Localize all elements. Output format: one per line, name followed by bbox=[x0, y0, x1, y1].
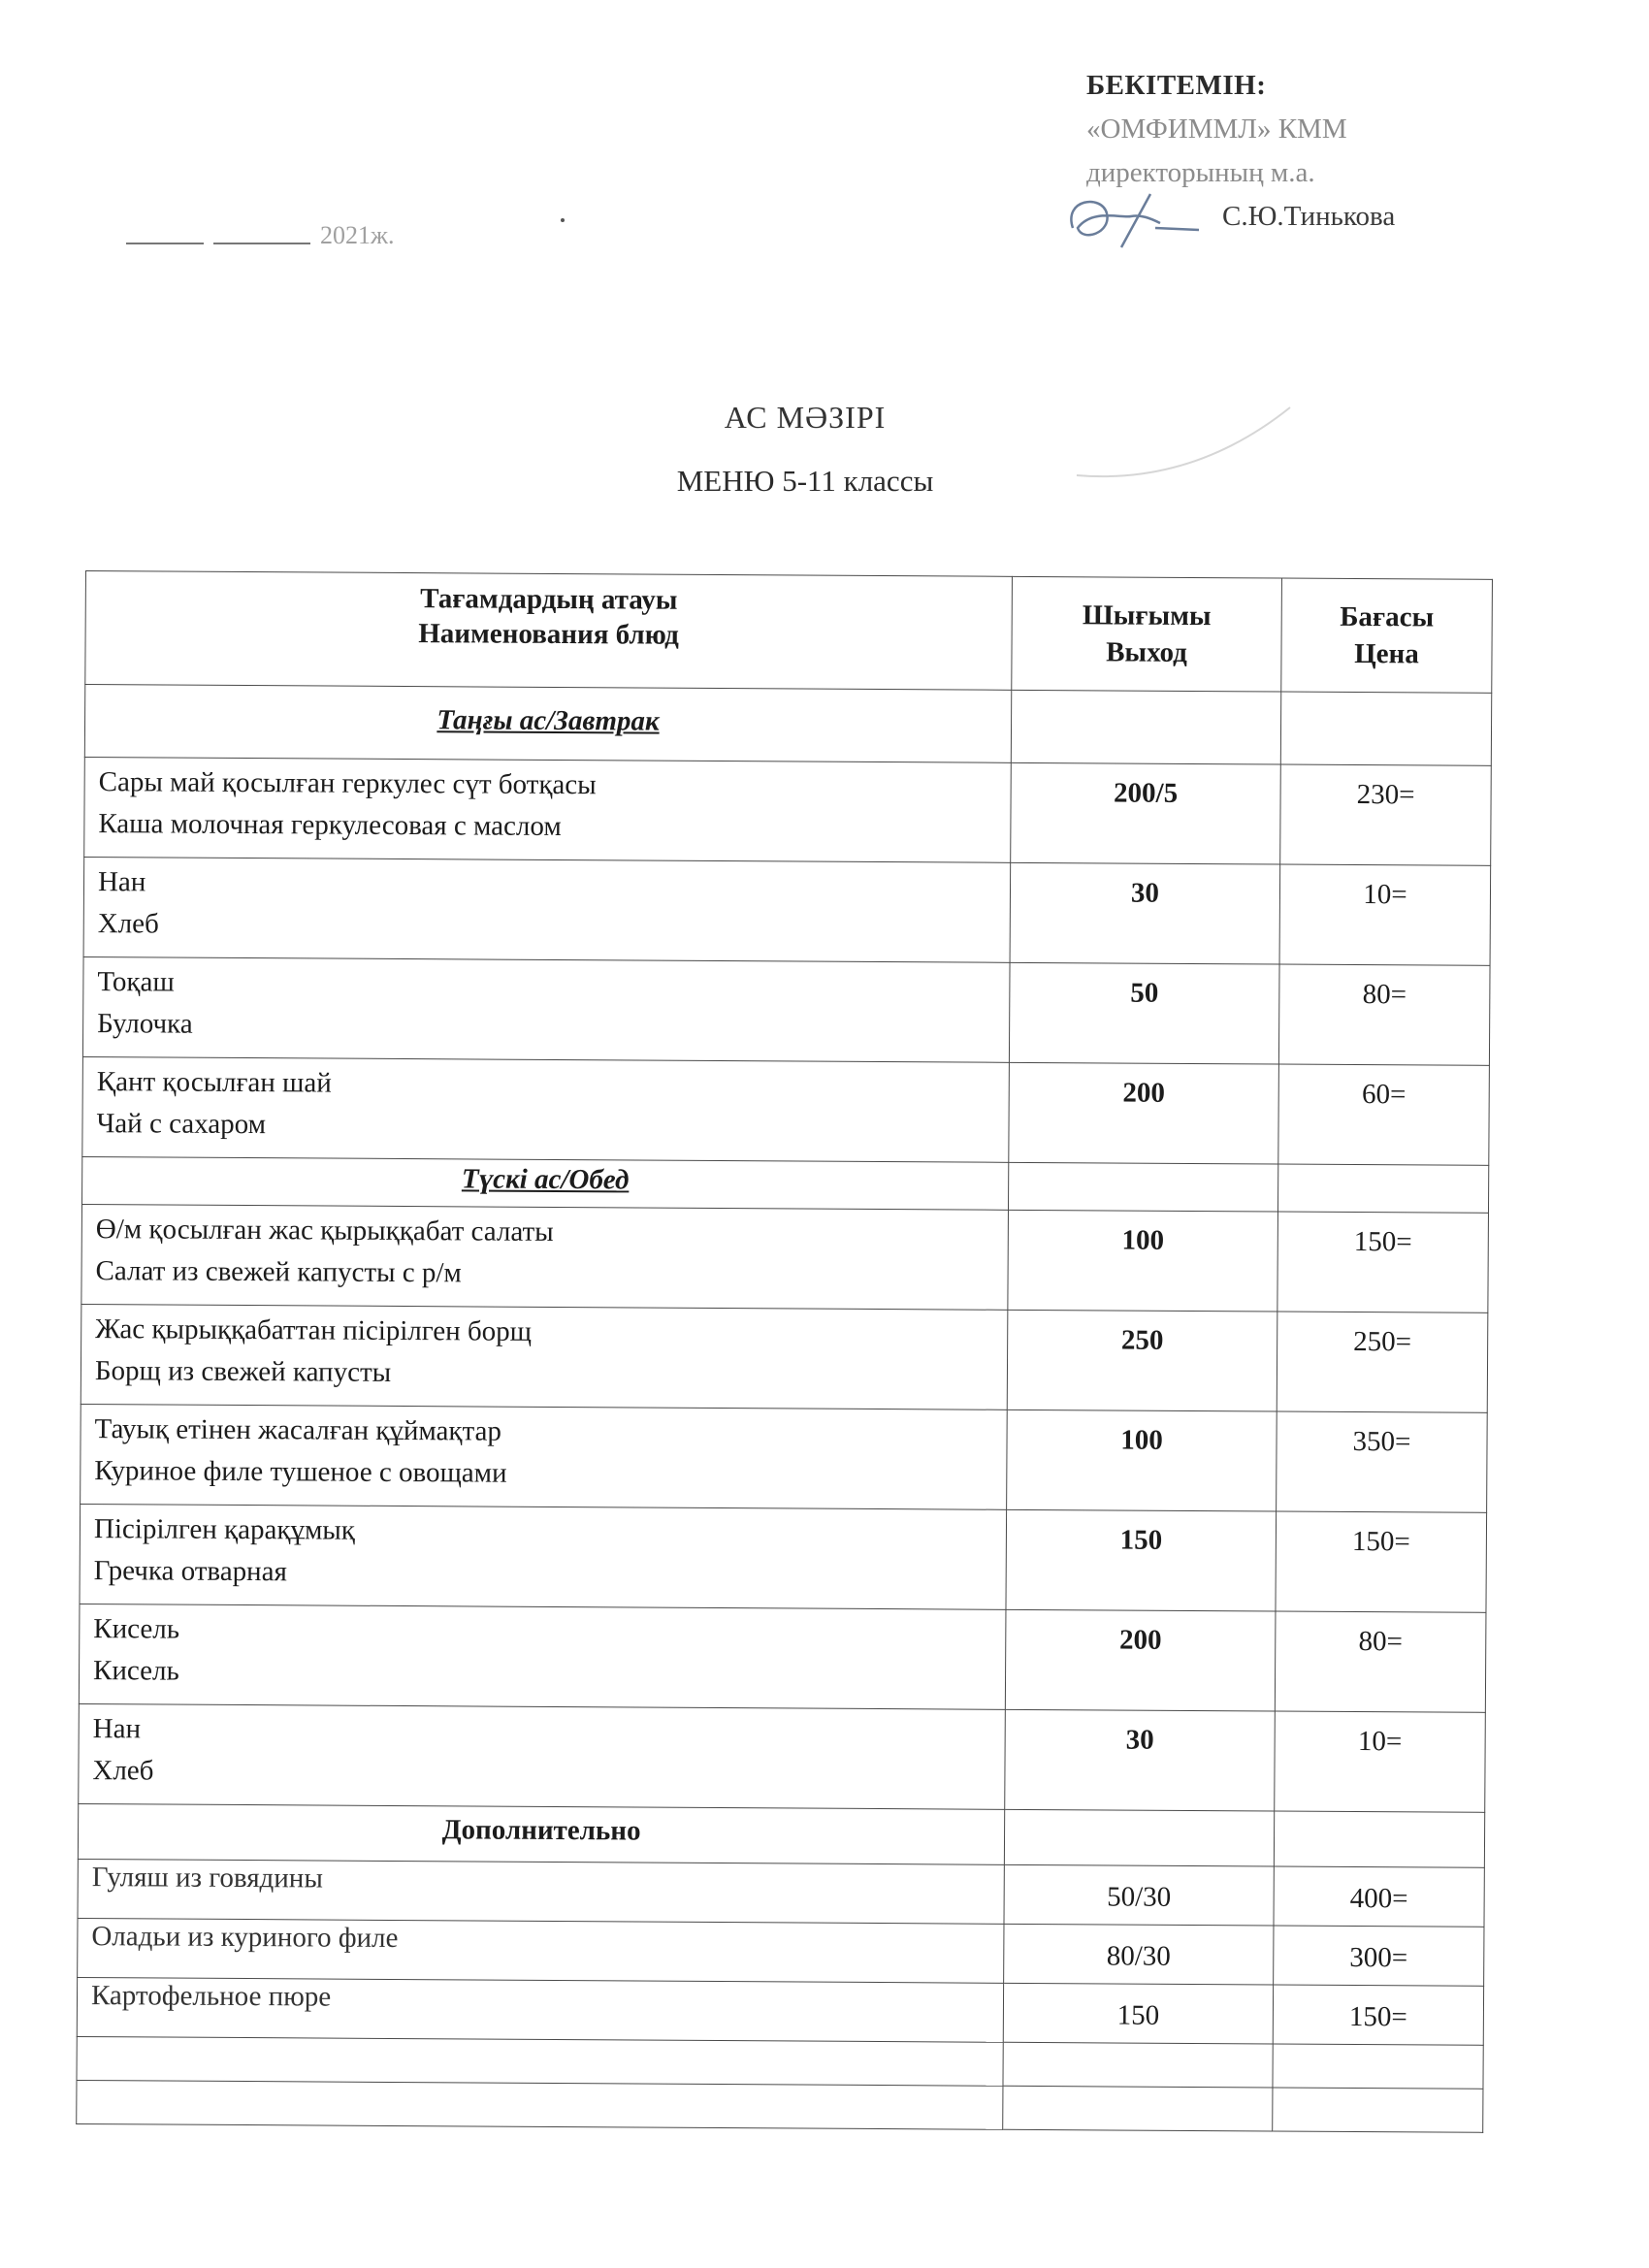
header-price-kz: Бағасы bbox=[1340, 600, 1435, 633]
header-price-ru: Цена bbox=[1354, 637, 1419, 670]
header-name bbox=[85, 571, 1013, 691]
dish-price: 60= bbox=[1278, 1064, 1490, 1165]
dish-name-ru: Булочка bbox=[97, 1008, 193, 1040]
dish-name bbox=[83, 857, 1011, 962]
dish-yield: 100 bbox=[1007, 1409, 1277, 1511]
dish-yield: 50/30 bbox=[1004, 1864, 1274, 1926]
dish-yield: 80/30 bbox=[1004, 1924, 1274, 1985]
table-header-row bbox=[85, 571, 1493, 694]
dish-price: 150= bbox=[1273, 1985, 1483, 2045]
table-row bbox=[81, 1204, 1489, 1312]
dish-name bbox=[81, 1204, 1009, 1310]
dish-yield: 150 bbox=[1003, 1983, 1273, 2044]
dish-name-kz: Қант қосылған шай bbox=[96, 1066, 332, 1099]
dish-price: 250= bbox=[1277, 1312, 1488, 1412]
dish-name-kz: Нан bbox=[97, 866, 146, 898]
dish-name bbox=[81, 1404, 1008, 1509]
dish-price: 80= bbox=[1275, 1611, 1486, 1712]
section-title-breakfast: Таңғы ас/Завтрак bbox=[84, 685, 1011, 763]
dot-mark bbox=[561, 218, 565, 222]
dish-name-ru: Салат из свежей капусты с р/м bbox=[95, 1255, 462, 1289]
dish-yield: 250 bbox=[1007, 1310, 1277, 1411]
dish-name bbox=[79, 1604, 1006, 1709]
table-row bbox=[81, 1404, 1488, 1512]
dish-yield: 200/5 bbox=[1011, 762, 1281, 864]
table-row bbox=[81, 1304, 1488, 1412]
stamp-arc bbox=[1057, 291, 1310, 485]
dish-price: 350= bbox=[1277, 1411, 1488, 1512]
dish-price: 400= bbox=[1274, 1866, 1484, 1927]
header-name-ru: Наименования блюд bbox=[418, 618, 680, 651]
dish-name-kz: Тауық етінен жасалған құймақтар bbox=[94, 1413, 502, 1447]
dish-name-ru: Гречка отварная bbox=[93, 1555, 287, 1588]
dish-name-ru: Кисель bbox=[92, 1655, 179, 1687]
section-row-extra bbox=[78, 1803, 1484, 1867]
header-name-kz: Тағамдардың атауы bbox=[420, 583, 678, 616]
dish-price: 230= bbox=[1280, 764, 1492, 865]
dish-yield: 150 bbox=[1006, 1509, 1277, 1611]
dish-name-kz: Тоқаш bbox=[97, 966, 175, 998]
page-subtitle: МЕНЮ 5-11 классы bbox=[676, 464, 934, 498]
approval-name: С.Ю.Тинькова bbox=[1222, 201, 1396, 232]
dish-name: Гуляш из говядины bbox=[78, 1859, 1004, 1924]
date-blank-day bbox=[126, 243, 204, 244]
approval-signature-line bbox=[1086, 195, 1494, 239]
date-line bbox=[116, 213, 407, 262]
header-yield bbox=[1012, 576, 1282, 692]
table-row bbox=[82, 1056, 1490, 1165]
dish-price: 150= bbox=[1276, 1511, 1487, 1612]
section-row-lunch bbox=[82, 1156, 1489, 1213]
section-title-lunch: Түскі ас/Обед bbox=[82, 1156, 1009, 1210]
dish-name bbox=[82, 956, 1010, 1062]
handwritten-signature bbox=[1063, 189, 1209, 251]
dish-yield: 50 bbox=[1009, 962, 1279, 1064]
dish-price: 10= bbox=[1279, 864, 1491, 965]
menu-table bbox=[76, 570, 1493, 2133]
approval-org: «ОМФИММЛ» КММ bbox=[1086, 113, 1347, 145]
section-title-extra: Дополнительно bbox=[78, 1803, 1004, 1864]
dish-name-ru: Хлеб bbox=[92, 1755, 154, 1787]
dish-name-ru: Борщ из свежей капусты bbox=[94, 1355, 392, 1388]
dish-name bbox=[82, 1056, 1010, 1162]
dish-yield: 30 bbox=[1010, 862, 1280, 964]
date-blank-month bbox=[213, 243, 310, 244]
header-yield-ru: Выход bbox=[1106, 636, 1187, 668]
approval-block bbox=[1086, 64, 1494, 239]
table-row bbox=[79, 1604, 1486, 1712]
dish-name-kz: Сары май қосылған геркулес сүт ботқасы bbox=[98, 766, 597, 801]
dish-name-kz: Жас қырыққабаттан пісірілген борщ bbox=[95, 1313, 533, 1347]
table-row bbox=[78, 1859, 1484, 1927]
dish-name bbox=[84, 757, 1012, 862]
approval-title: БЕКІТЕМІН: bbox=[1086, 70, 1267, 101]
approval-position: директорының м.а. bbox=[1086, 157, 1315, 188]
dish-price: 150= bbox=[1277, 1212, 1489, 1312]
table-row bbox=[82, 956, 1490, 1065]
dish-name: Картофельное пюре bbox=[77, 1977, 1003, 2042]
dish-name-ru: Хлеб bbox=[97, 908, 159, 940]
dish-price: 80= bbox=[1278, 964, 1490, 1065]
dish-yield: 200 bbox=[1009, 1062, 1279, 1164]
empty-row bbox=[77, 2080, 1483, 2132]
table-row bbox=[84, 757, 1492, 865]
dish-name bbox=[79, 1703, 1006, 1809]
dish-name-kz: Пісірілген қарақұмық bbox=[93, 1513, 356, 1546]
dish-name: Оладьи из куриного филе bbox=[78, 1918, 1004, 1983]
table-row bbox=[78, 1918, 1484, 1986]
section-row-breakfast bbox=[84, 685, 1491, 766]
dish-price: 300= bbox=[1274, 1926, 1484, 1986]
table-row bbox=[80, 1504, 1487, 1612]
dish-name-kz: Нан bbox=[92, 1713, 142, 1745]
dish-name-ru: Каша молочная геркулесовая с маслом bbox=[98, 808, 562, 843]
dish-price: 10= bbox=[1275, 1711, 1486, 1812]
dish-name-kz: Кисель bbox=[93, 1613, 180, 1645]
dish-name bbox=[81, 1304, 1008, 1409]
dish-yield: 200 bbox=[1005, 1609, 1276, 1711]
page-title: АС МӘЗІРІ bbox=[724, 400, 887, 435]
table-row bbox=[83, 857, 1491, 965]
header-yield-kz: Шығымы bbox=[1082, 599, 1212, 632]
dish-name bbox=[80, 1504, 1007, 1609]
date-year: 2021ж. bbox=[320, 221, 395, 249]
dish-name-ru: Куриное филе тушеное с овощами bbox=[94, 1455, 507, 1489]
table-row bbox=[79, 1703, 1486, 1812]
dish-name-kz: Ө/м қосылған жас қырыққабат салаты bbox=[95, 1214, 554, 1247]
header-price bbox=[1281, 578, 1493, 693]
table-row bbox=[77, 1977, 1483, 2045]
dish-yield: 30 bbox=[1005, 1709, 1276, 1811]
dish-yield: 100 bbox=[1008, 1210, 1278, 1312]
dish-name-ru: Чай с сахаром bbox=[96, 1108, 267, 1141]
